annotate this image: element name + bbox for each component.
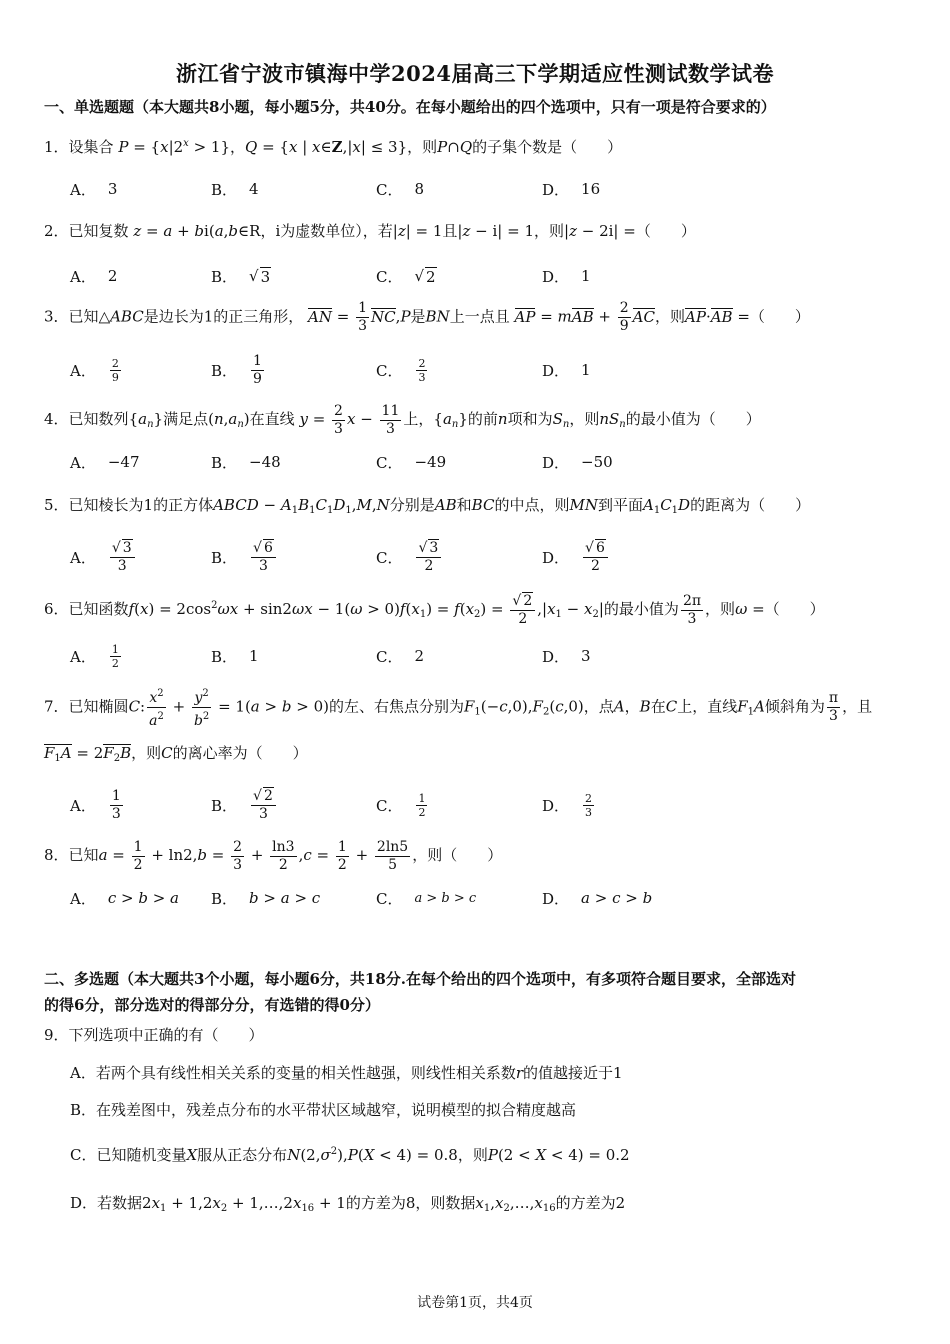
question-9-option-c: C．已知随机变量X服从正态分布$N(2,\sigma^2),P(X < 4) = 0.8$，则P(2 < X < 4) = 0.2	[70, 1146, 630, 1164]
option-c: C． 8	[376, 180, 425, 199]
option-a: A． $\frac{1}{2}$	[70, 642, 119, 670]
option-c: C． −49	[376, 453, 447, 472]
exam-title: 浙江省宁波市镇海中学2024届高三下学期适应性测试数学试卷	[176, 61, 774, 86]
question-3: 3．已知△ABC是边长为1的正三角形， AN = $\frac{1}{3}$ NC,P是BN上一点且 AP = mAB + $\frac{2}{9}$ AC，则AP·AB =（ ）	[44, 300, 810, 334]
option-d: D． −50	[542, 453, 613, 472]
question-1-options	[70, 169, 910, 209]
option-a: A． $\frac{1}{3}$	[70, 787, 121, 822]
question-9-option-a: A．若两个具有线性相关关系的变量的相关性越强，则线性相关系数r的值越接近于1	[70, 1064, 623, 1082]
option-d: D． 1	[542, 361, 591, 380]
question-1: 1．设集合 $P = \{x|2^x > 1\}$，Q = {x | x∈Z,|x| ≤ 3}，则P∩Q的子集个数是（ ）	[44, 138, 623, 156]
option-b: B． $\frac{1}{9}$	[211, 352, 262, 387]
option-a: A． c > b > a	[70, 889, 179, 908]
question-7-options	[70, 785, 910, 825]
option-d: D． 16	[542, 180, 601, 199]
question-5: 5．已知棱长为1的正方体ABCD − $A_1B_1C_1D_1,M,N$分别是AB和BC的中点，则MN到平面$A_1C_1D$的距离为（ ）	[44, 496, 811, 516]
option-d: D． $\frac{√ 6}{2}$	[542, 537, 610, 577]
question-4: 4．已知数列$\{a_n\}$满足点$(n,a_n)$在直线 y = $\frac{2}{3}$ x − $\frac{11}{3}$ 上，$\{a_n\}$的前n项和为$S_n$，则$nS_n$的最小值为（ ）	[44, 402, 761, 437]
question-2: 2．已知复数 z = a + bi(a,b∈R，i为虚数单位），若|z| = 1且|z − i| = 1，则|z − 2i| =（ ）	[44, 222, 696, 240]
option-a: A． $\frac{2}{9}$	[70, 356, 119, 384]
option-b: B． √ 3	[211, 267, 271, 286]
question-9-option-d: D．若数据$2x_1 + 1,2x_2$ + $1,\dots,2x_{16} + 1$的方差为8，则数据$x_1,x_2,\dots,x_{16}$的方差为2	[70, 1194, 626, 1214]
option-c: C． $\frac{1}{2}$	[376, 791, 426, 819]
option-d: D． $\frac{2}{3}$	[542, 791, 593, 819]
question-8-options	[70, 878, 910, 918]
option-a: A． 3	[70, 180, 118, 199]
option-c: C． $\frac{√ 3}{2}$	[376, 537, 443, 577]
option-c: C． a > b > c	[376, 889, 477, 908]
question-7-line-2: $F_1A = 2F_2B$，则C的离心率为（ ）	[44, 744, 308, 764]
question-6: 6．已知函数$f(x) = 2\cos^2\omega x + \sin 2\omega x - 1(\omega > 0)f(x_1) = f(x_2)$ = $\frac{√ 2}{2}$ $,|x_1 - x_2|$的最小值为 $\frac{2\pi}{3}$ ，则ω =（ ）	[44, 592, 825, 627]
option-b: B． −48	[211, 453, 281, 472]
section-single-choice-heading: 一、单选题题（本大题共8小题，每小题5分，共40分。在每小题给出的四个选项中，只有一项是符合要求的）	[44, 98, 776, 116]
option-c: C． 2	[376, 647, 425, 666]
question-6-options	[70, 636, 910, 676]
option-d: D． 3	[542, 647, 591, 666]
option-b: B． $\frac{√ 2}{3}$	[211, 785, 278, 825]
option-a: A． $\frac{√ 3}{3}$	[70, 537, 137, 577]
section-multi-choice-heading: 二、多选题（本大题共3个小题，每小题6分，共18分.在每个给出的四个选项中，有多项符合题目要求，全部选对 的得6分，部分选对的得部分分，有选错的得0分）	[44, 970, 796, 1014]
option-c: C． √ 2	[376, 267, 436, 286]
option-b: B． $\frac{√ 6}{3}$	[211, 537, 278, 577]
question-3-options	[70, 350, 910, 390]
question-9: 9．下列选项中正确的有（ ）	[44, 1026, 264, 1044]
page-footer: 试卷第1页，共4页	[417, 1295, 533, 1311]
option-a: A． −47	[70, 453, 140, 472]
question-8: 8．已知a = $\frac{1}{2}$ + ln2,b = $\frac{2}{3}$ + $\frac{\ln 3}{2}$ ,c = $\frac{1}{2}$ + $\frac{2\ln 5}{5}$ ，则（ ）	[44, 838, 503, 873]
question-5-options	[70, 537, 910, 577]
option-c: C． $\frac{2}{3}$	[376, 356, 426, 384]
option-a: A． 2	[70, 267, 118, 286]
question-9-option-b: B．在残差图中，残差点分布的水平带状区域越窄，说明模型的拟合精度越高	[70, 1101, 577, 1119]
option-d: D． 1	[542, 267, 591, 286]
option-b: B． 1	[211, 647, 259, 666]
option-d: D． a > c > b	[542, 889, 653, 908]
question-2-options	[70, 256, 910, 296]
question-4-options	[70, 442, 910, 482]
question-7: 7．已知椭圆C: $\frac{x^2}{a^2}$ + $\frac{y^2}{b^2}$ = 1(a > b > 0)的左、右焦点分别为$F_1(-c,0),F_2(c,0)$，点A，B在C上，直线$F_1A$倾斜角为 $\frac{\pi}{3}$ ，且	[44, 685, 914, 733]
option-b: B． 4	[211, 180, 259, 199]
option-b: B． b > a > c	[211, 889, 321, 908]
